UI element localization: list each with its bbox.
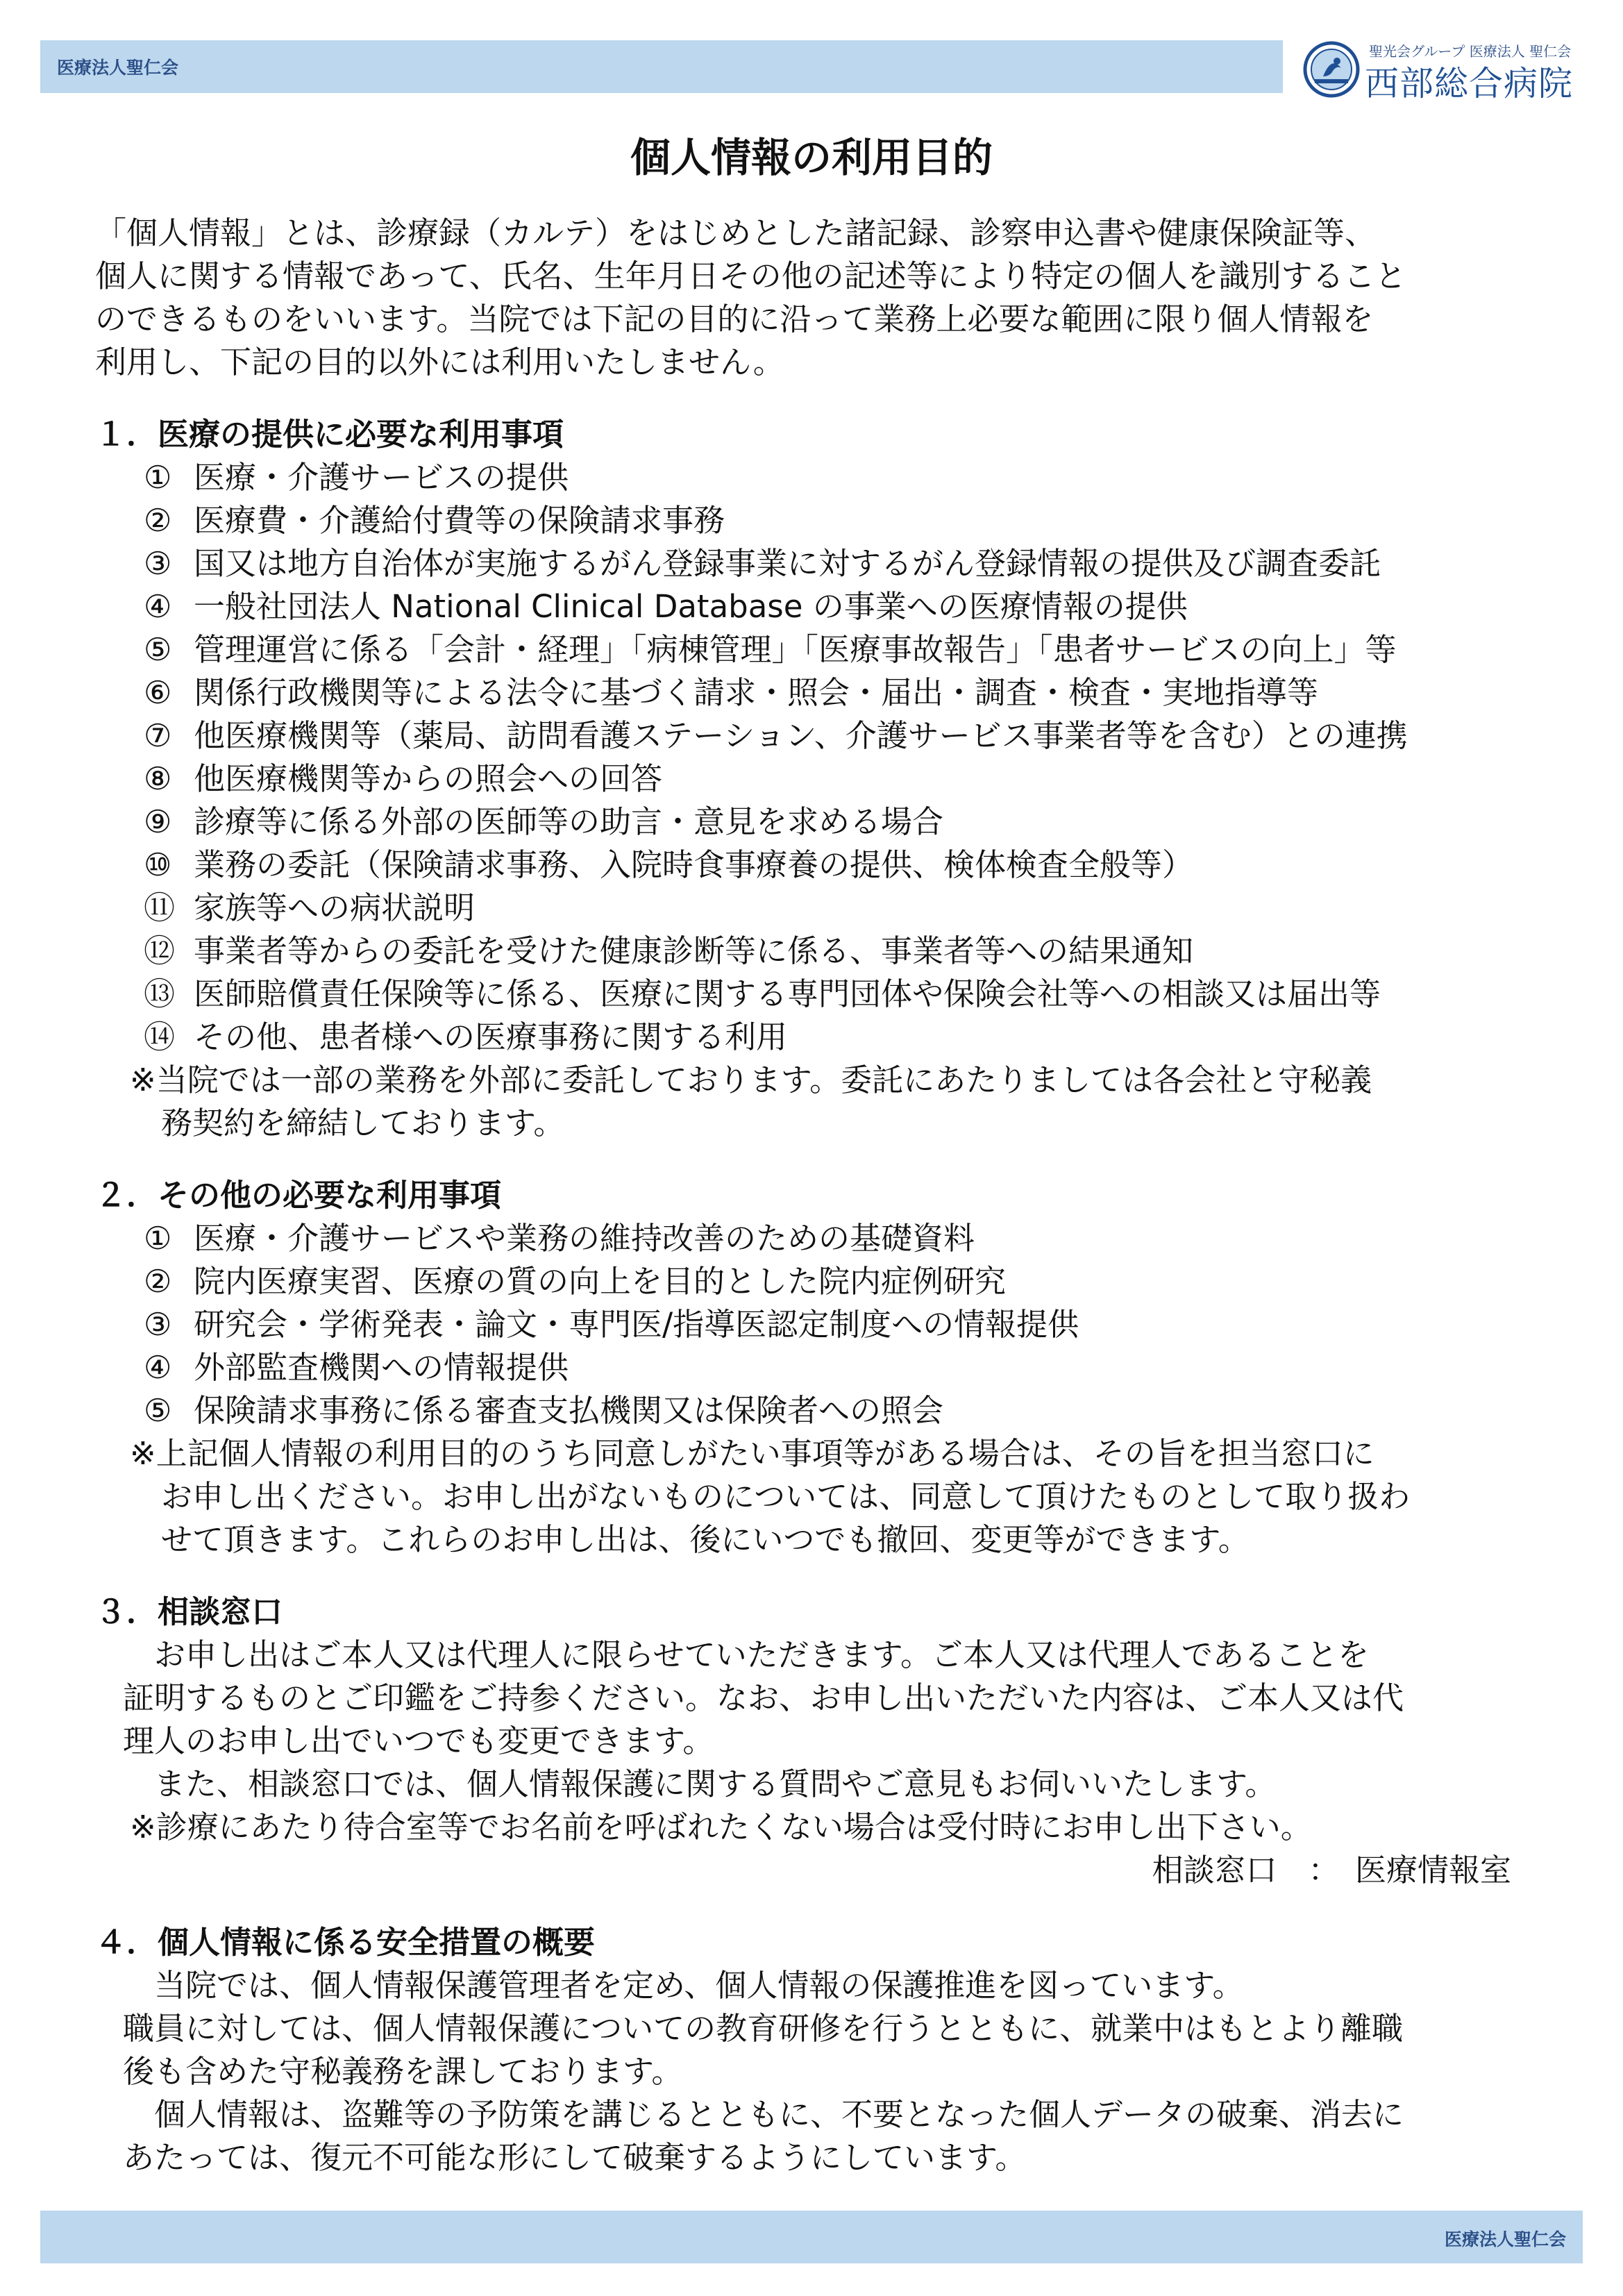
item-text: 保険請求事務に係る審査支払機関又は保険者への照会 — [194, 1392, 944, 1429]
item-number: ② — [144, 502, 172, 539]
footer-org-name: 医療法人聖仁会 — [1444, 2229, 1566, 2249]
section-1 — [95, 413, 1553, 1145]
item-number: ⑭ — [144, 1019, 176, 1055]
item-text: 医療・介護サービスの提供 — [194, 459, 569, 496]
item-text: 一般社団法人 National Clinical Database の事業への医療情報の提供 — [194, 588, 1188, 625]
section-4-paragraph-2: 個人情報は、盗難等の予防策を講じるとともに、不要となった個人データの破棄、消去に あたっては、復元不可能な形にして破棄するようにしています。 — [123, 2096, 1404, 2176]
section-3-paragraph-2: また、相談窓口では、個人情報保護に関する質問やご意見もお伺いいたします。 — [123, 1766, 1277, 1802]
item-text: 他医療機関等（薬局、訪問看護ステーション、介護サービス事業者等を含む）との連携 — [194, 717, 1408, 754]
section-2-note: ※上記個人情報の利用目的のうち同意しがたい事項等がある場合は、その旨を担当窓口に お申し出ください。お申し出がないものについては、同意して頂けたものとして取り扱わ せて頂きます。これらのお申し出は、後にいつでも撤回、変更等ができます。 — [130, 1435, 1411, 1558]
section-1-note: ※当院では一部の業務を外部に委託しております。委託にあたりましては各会社と守秘義 務契約を締結しております。 — [130, 1062, 1372, 1141]
page-title: 個人情報の利用目的 — [630, 134, 993, 181]
item-text: 国又は地方自治体が実施するがん登録事業に対するがん登録情報の提供及び調査委託 — [194, 545, 1381, 582]
list-item — [144, 887, 1553, 930]
item-number: ② — [144, 1263, 172, 1300]
item-text: 事業者等からの委託を受けた健康診断等に係る、事業者等への結果通知 — [194, 932, 1194, 969]
item-text: 関係行政機関等による法令に基づく請求・照会・届出・調査・検査・実地指導等 — [194, 674, 1319, 711]
list-item — [144, 1260, 1553, 1303]
list-item — [144, 714, 1553, 757]
section-3-paragraph-1: お申し出はご本人又は代理人に限らせていただきます。ご本人又は代理人であることを 証明するものとご印鑑をご持参ください。なお、お申し出いただいた内容は、ご本人又は代 理人のお申し出でいつでも変更できます。 — [123, 1636, 1404, 1759]
section-1-heading: １．医療の提供に必要な利用事項 — [95, 416, 564, 453]
item-number: ⑬ — [144, 975, 176, 1012]
list-item — [144, 1303, 1553, 1346]
item-number: ⑤ — [144, 1392, 172, 1429]
list-item — [144, 542, 1553, 585]
hospital-emblem-icon — [1302, 40, 1361, 99]
list-item — [144, 1217, 1553, 1260]
section-3-note: ※診療にあたり待合室等でお名前を呼ばれたくない場合は受付時にお申し出下さい。 — [130, 1809, 1312, 1845]
list-item — [144, 1389, 1553, 1432]
intro-paragraph: 「個人情報」とは、診療録（カルテ）をはじめとした諸記録、診察申込書や健康保険証等、 個人に関する情報であって、氏名、生年月日その他の記述等により特定の個人を識別すること のできるものをいいます。当院では下記の目的に沿って業務上必要な範囲に限り個人情報を 利用し、下記の目的以外には利用いたしません。 — [95, 215, 1406, 380]
item-number: ⑩ — [144, 846, 172, 883]
item-text: 家族等への病状説明 — [194, 889, 476, 926]
item-text: 外部監査機関への情報提供 — [194, 1349, 569, 1386]
list-item — [144, 499, 1553, 542]
section-4-heading: ４．個人情報に係る安全措置の概要 — [95, 1924, 596, 1961]
section-2 — [95, 1174, 1553, 1561]
item-text: 管理運営に係る「会計・経理」「病棟管理」「医療事故報告」「患者サービスの向上」等 — [194, 631, 1397, 668]
list-item — [144, 628, 1553, 671]
header-bar — [40, 40, 1283, 93]
list-item — [144, 844, 1553, 887]
item-text: 院内医療実習、医療の質の向上を目的とした院内症例研究 — [194, 1263, 1007, 1300]
item-number: ④ — [144, 588, 172, 625]
list-item — [144, 1016, 1553, 1059]
item-number: ⑦ — [144, 717, 172, 754]
list-item — [144, 585, 1553, 628]
item-text: 医療・介護サービスや業務の維持改善のための基礎資料 — [194, 1220, 975, 1257]
item-text: 研究会・学術発表・論文・専門医/指導医認定制度への情報提供 — [194, 1306, 1079, 1343]
item-number: ③ — [144, 545, 172, 582]
list-item — [144, 930, 1553, 973]
item-number: ⑫ — [144, 932, 176, 969]
list-item — [144, 456, 1553, 499]
footer-bar — [40, 2211, 1583, 2263]
logo-hospital-name: 西部総合病院 — [1365, 64, 1574, 103]
item-number: ⑥ — [144, 674, 172, 711]
section-3-heading: ３．相談窓口 — [95, 1593, 283, 1630]
item-number: ① — [144, 459, 172, 496]
item-number: ④ — [144, 1349, 172, 1386]
item-text: その他、患者様への医療事務に関する利用 — [194, 1019, 788, 1055]
list-item — [144, 671, 1553, 714]
item-number: ① — [144, 1220, 172, 1257]
document-body — [95, 212, 1553, 2179]
item-text: 業務の委託（保険請求事務、入院時食事療養の提供、検体検査全般等） — [194, 846, 1194, 883]
section-4 — [95, 1921, 1553, 2179]
section-2-heading: ２．その他の必要な利用事項 — [95, 1177, 502, 1214]
section-spacer — [95, 1892, 1553, 1921]
list-item — [144, 801, 1553, 844]
item-text: 医療費・介護給付費等の保険請求事務 — [194, 502, 725, 539]
item-text: 診療等に係る外部の医師等の助言・意見を求める場合 — [194, 803, 944, 840]
contact-window: 相談窓口 ： 医療情報室 — [1152, 1852, 1511, 1888]
item-number: ③ — [144, 1306, 172, 1343]
item-number: ⑧ — [144, 760, 172, 797]
list-item — [144, 757, 1553, 801]
list-item — [144, 1346, 1553, 1389]
item-number: ⑤ — [144, 631, 172, 668]
item-number: ⑨ — [144, 803, 172, 840]
section-2-list — [95, 1217, 1553, 1432]
section-spacer — [95, 1561, 1553, 1591]
item-number: ⑪ — [144, 889, 176, 926]
section-3 — [95, 1591, 1553, 1892]
item-text: 他医療機関等からの照会への回答 — [194, 760, 663, 797]
section-spacer — [95, 1145, 1553, 1174]
section-1-list — [95, 456, 1553, 1059]
section-4-paragraph-1: 当院では、個人情報保護管理者を定め、個人情報の保護推進を図っています。 職員に対しては、個人情報保護についての教育研修を行うとともに、就業中はもとより離職 後も含めた守秘義務を課しております。 — [123, 1967, 1404, 2090]
header-org-name: 医療法人聖仁会 — [57, 58, 179, 78]
list-item — [144, 973, 1553, 1016]
item-text: 医師賠償責任保険等に係る、医療に関する専門団体や保険会社等への相談又は届出等 — [194, 975, 1381, 1012]
logo-group-text: 聖光会グループ 医療法人 聖仁会 — [1369, 43, 1572, 60]
